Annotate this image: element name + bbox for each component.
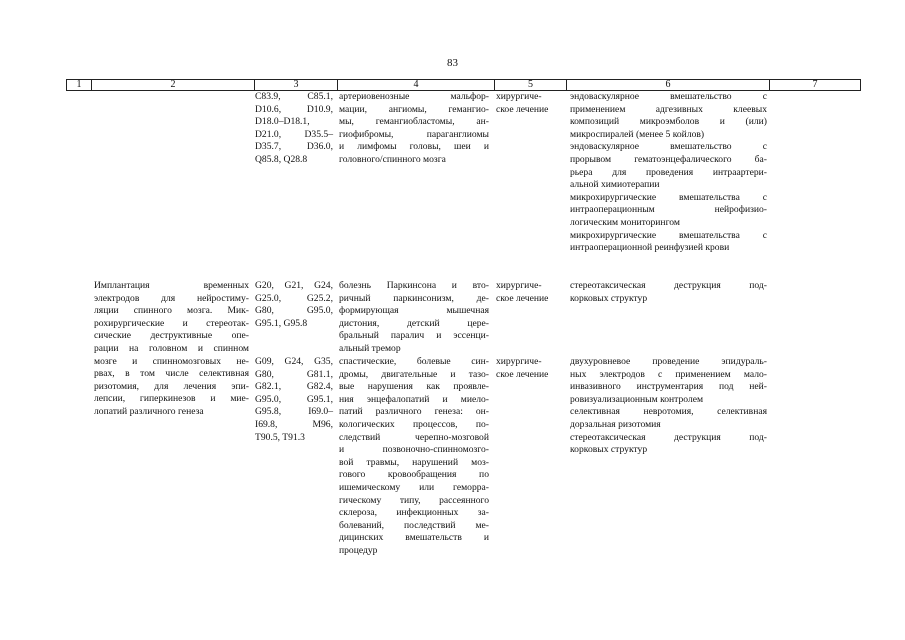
column-number-7: 7 xyxy=(770,80,861,91)
row1-treatment-type xyxy=(496,91,564,116)
row2-care-type xyxy=(94,280,249,419)
text-line: хирургиче- xyxy=(496,356,542,367)
row2-icd-codes xyxy=(255,280,333,330)
text-line: процедур xyxy=(339,544,378,556)
text-line: гового кровообращения по xyxy=(339,469,489,481)
column-number-6: 6 xyxy=(567,80,770,91)
text-line: T90.5, T91.3 xyxy=(255,431,305,443)
text-line: рохирургические и стереотак- xyxy=(94,317,249,329)
row2-treatment-type xyxy=(496,280,564,305)
text-line: ричный паркинсонизм, де- xyxy=(339,292,489,304)
text-line: микрохирургические вмешательства с xyxy=(570,191,767,203)
text-line: ризотомия, для лечения эпи- xyxy=(94,380,249,392)
text-line: корковых структур xyxy=(570,444,648,456)
text-line: D10.6, D10.9, xyxy=(255,103,333,115)
text-line: патий различного генеза: он- xyxy=(339,406,489,418)
text-line: мозге и спинномозговых не- xyxy=(94,355,249,367)
row2-diagnosis xyxy=(339,280,489,356)
text-line: и позвоночно-спинномозго- xyxy=(339,444,489,456)
text-line: логическим мониторингом xyxy=(570,216,680,228)
text-line: G80, G81.1, xyxy=(255,368,333,380)
text-line: двухуровневое проведение эпидураль- xyxy=(570,356,767,367)
row3-treatment-methods xyxy=(570,356,767,457)
row3-treatment-type xyxy=(496,356,564,381)
text-line: G95.1, G95.8 xyxy=(255,317,308,329)
text-line: рьера для проведения интраартери- xyxy=(570,166,767,178)
text-line: G25.0, G25.2, xyxy=(255,292,333,304)
text-line: стереотаксическая деструкция под- xyxy=(570,431,767,443)
column-number-5: 5 xyxy=(495,80,567,91)
text-line: мы, гемангиобластомы, ан- xyxy=(339,116,489,128)
text-line: дорзальная ризотомия xyxy=(570,418,661,430)
row1-treatment-methods xyxy=(570,91,767,255)
text-line: селективная невротомия, селективная xyxy=(570,406,767,418)
text-line: хирургиче- xyxy=(496,91,542,102)
text-line: бральный паралич и эссенци- xyxy=(339,330,489,342)
text-line: интраоперационным нейрофизио- xyxy=(570,204,767,216)
text-line: прорывом гематоэнцефалического ба- xyxy=(570,153,767,165)
text-line: G95.8, I69.0– xyxy=(255,406,333,418)
text-line: альной химиотерапии xyxy=(570,179,660,191)
text-line: ишемическому или геморра- xyxy=(339,481,489,493)
column-number-3: 3 xyxy=(255,80,338,91)
text-line: вой травмы, нарушений моз- xyxy=(339,456,489,468)
text-line: микроспиралей (менее 5 койлов) xyxy=(570,128,705,140)
text-line: гическому типу, рассеянного xyxy=(339,494,489,506)
text-line: альный тремор xyxy=(339,342,401,354)
text-line: лепсии, гиперкинезов и мие- xyxy=(94,393,249,405)
text-line: хирургиче- xyxy=(496,280,542,291)
text-line: эндоваскулярное вмешательство с xyxy=(570,141,767,153)
text-line: ровизуализационным контролем xyxy=(570,393,704,405)
text-line: кологических процессов, по- xyxy=(339,418,489,430)
text-line: и лимфомы головы, шеи и xyxy=(339,141,489,153)
text-line: D35.7, D36.0, xyxy=(255,141,333,153)
text-line: ляции спинного мозга. Мик- xyxy=(94,305,249,317)
text-line: D18.0–D18.1, xyxy=(255,116,310,128)
text-line: вые нарушения как проявле- xyxy=(339,381,489,393)
row1-diagnosis xyxy=(339,91,489,167)
text-line: дицинских вмешательств и xyxy=(339,532,489,544)
text-line: G80, G95.0, xyxy=(255,305,333,317)
text-line: дистония, детский цере- xyxy=(339,317,489,329)
text-line: корковых структур xyxy=(570,292,648,304)
text-line: формирующая мышечная xyxy=(339,305,489,317)
text-line: гиофибромы, параганглиомы xyxy=(339,128,489,140)
text-line: применением адгезивных клеевых xyxy=(570,103,767,115)
text-line: болеваний, последствий ме- xyxy=(339,519,489,531)
column-number-1: 1 xyxy=(67,80,92,91)
text-line: композиций микроэмболов и (или) xyxy=(570,116,767,128)
text-line: C83.9, C85.1, xyxy=(255,91,333,102)
text-line: G82.1, G82.4, xyxy=(255,381,333,393)
text-line: ных электродов с применением мало- xyxy=(570,368,767,380)
text-line: ния энцефалопатий и миело- xyxy=(339,393,489,405)
text-line: спастические, болевые син- xyxy=(339,356,489,367)
text-line: следствий черепно-мозговой xyxy=(339,431,489,443)
text-line: G95.0, G95.1, xyxy=(255,393,333,405)
text-line: склероза, инфекционных за- xyxy=(339,507,489,519)
row3-diagnosis xyxy=(339,356,489,558)
text-line: рации на головном и спинном xyxy=(94,342,249,354)
text-line: ское лечение xyxy=(496,103,549,115)
text-line: Q85.8, Q28.8 xyxy=(255,153,308,165)
text-line: болезнь Паркинсона и вто- xyxy=(339,280,489,291)
text-line: инвазивного инструментария под ней- xyxy=(570,381,767,393)
text-line: микрохирургические вмешательства с xyxy=(570,229,767,241)
header-row xyxy=(67,80,861,91)
text-line: мации, ангиомы, гемангио- xyxy=(339,103,489,115)
text-line: артериовенозные мальфор- xyxy=(339,91,489,102)
text-line: I69.8, M96, xyxy=(255,418,333,430)
page-number: 83 xyxy=(447,57,458,69)
text-line: Имплантация временных xyxy=(94,280,249,291)
text-line: интраоперационной реинфузией крови xyxy=(570,242,730,254)
row3-icd-codes xyxy=(255,356,333,444)
text-line: рвах, в том числе селективная xyxy=(94,368,249,380)
text-line: электродов для нейростиму- xyxy=(94,292,249,304)
text-line: G09, G24, G35, xyxy=(255,356,333,367)
text-line: D21.0, D35.5– xyxy=(255,128,333,140)
text-line: G20, G21, G24, xyxy=(255,280,333,291)
text-line: лопатий различного генеза xyxy=(94,405,204,417)
column-number-2: 2 xyxy=(92,80,255,91)
text-line: эндоваскулярное вмешательство с xyxy=(570,91,767,102)
text-line: головного/спинного мозга xyxy=(339,153,446,165)
text-line: ское лечение xyxy=(496,368,549,380)
column-number-4: 4 xyxy=(338,80,495,91)
row2-treatment-methods xyxy=(570,280,767,305)
row1-icd-codes xyxy=(255,91,333,167)
column-number-header xyxy=(66,79,861,91)
text-line: ское лечение xyxy=(496,292,549,304)
text-line: дромы, двигательные и тазо- xyxy=(339,368,489,380)
text-line: сические деструктивные опе- xyxy=(94,330,249,342)
text-line: стереотаксическая деструкция под- xyxy=(570,280,767,291)
